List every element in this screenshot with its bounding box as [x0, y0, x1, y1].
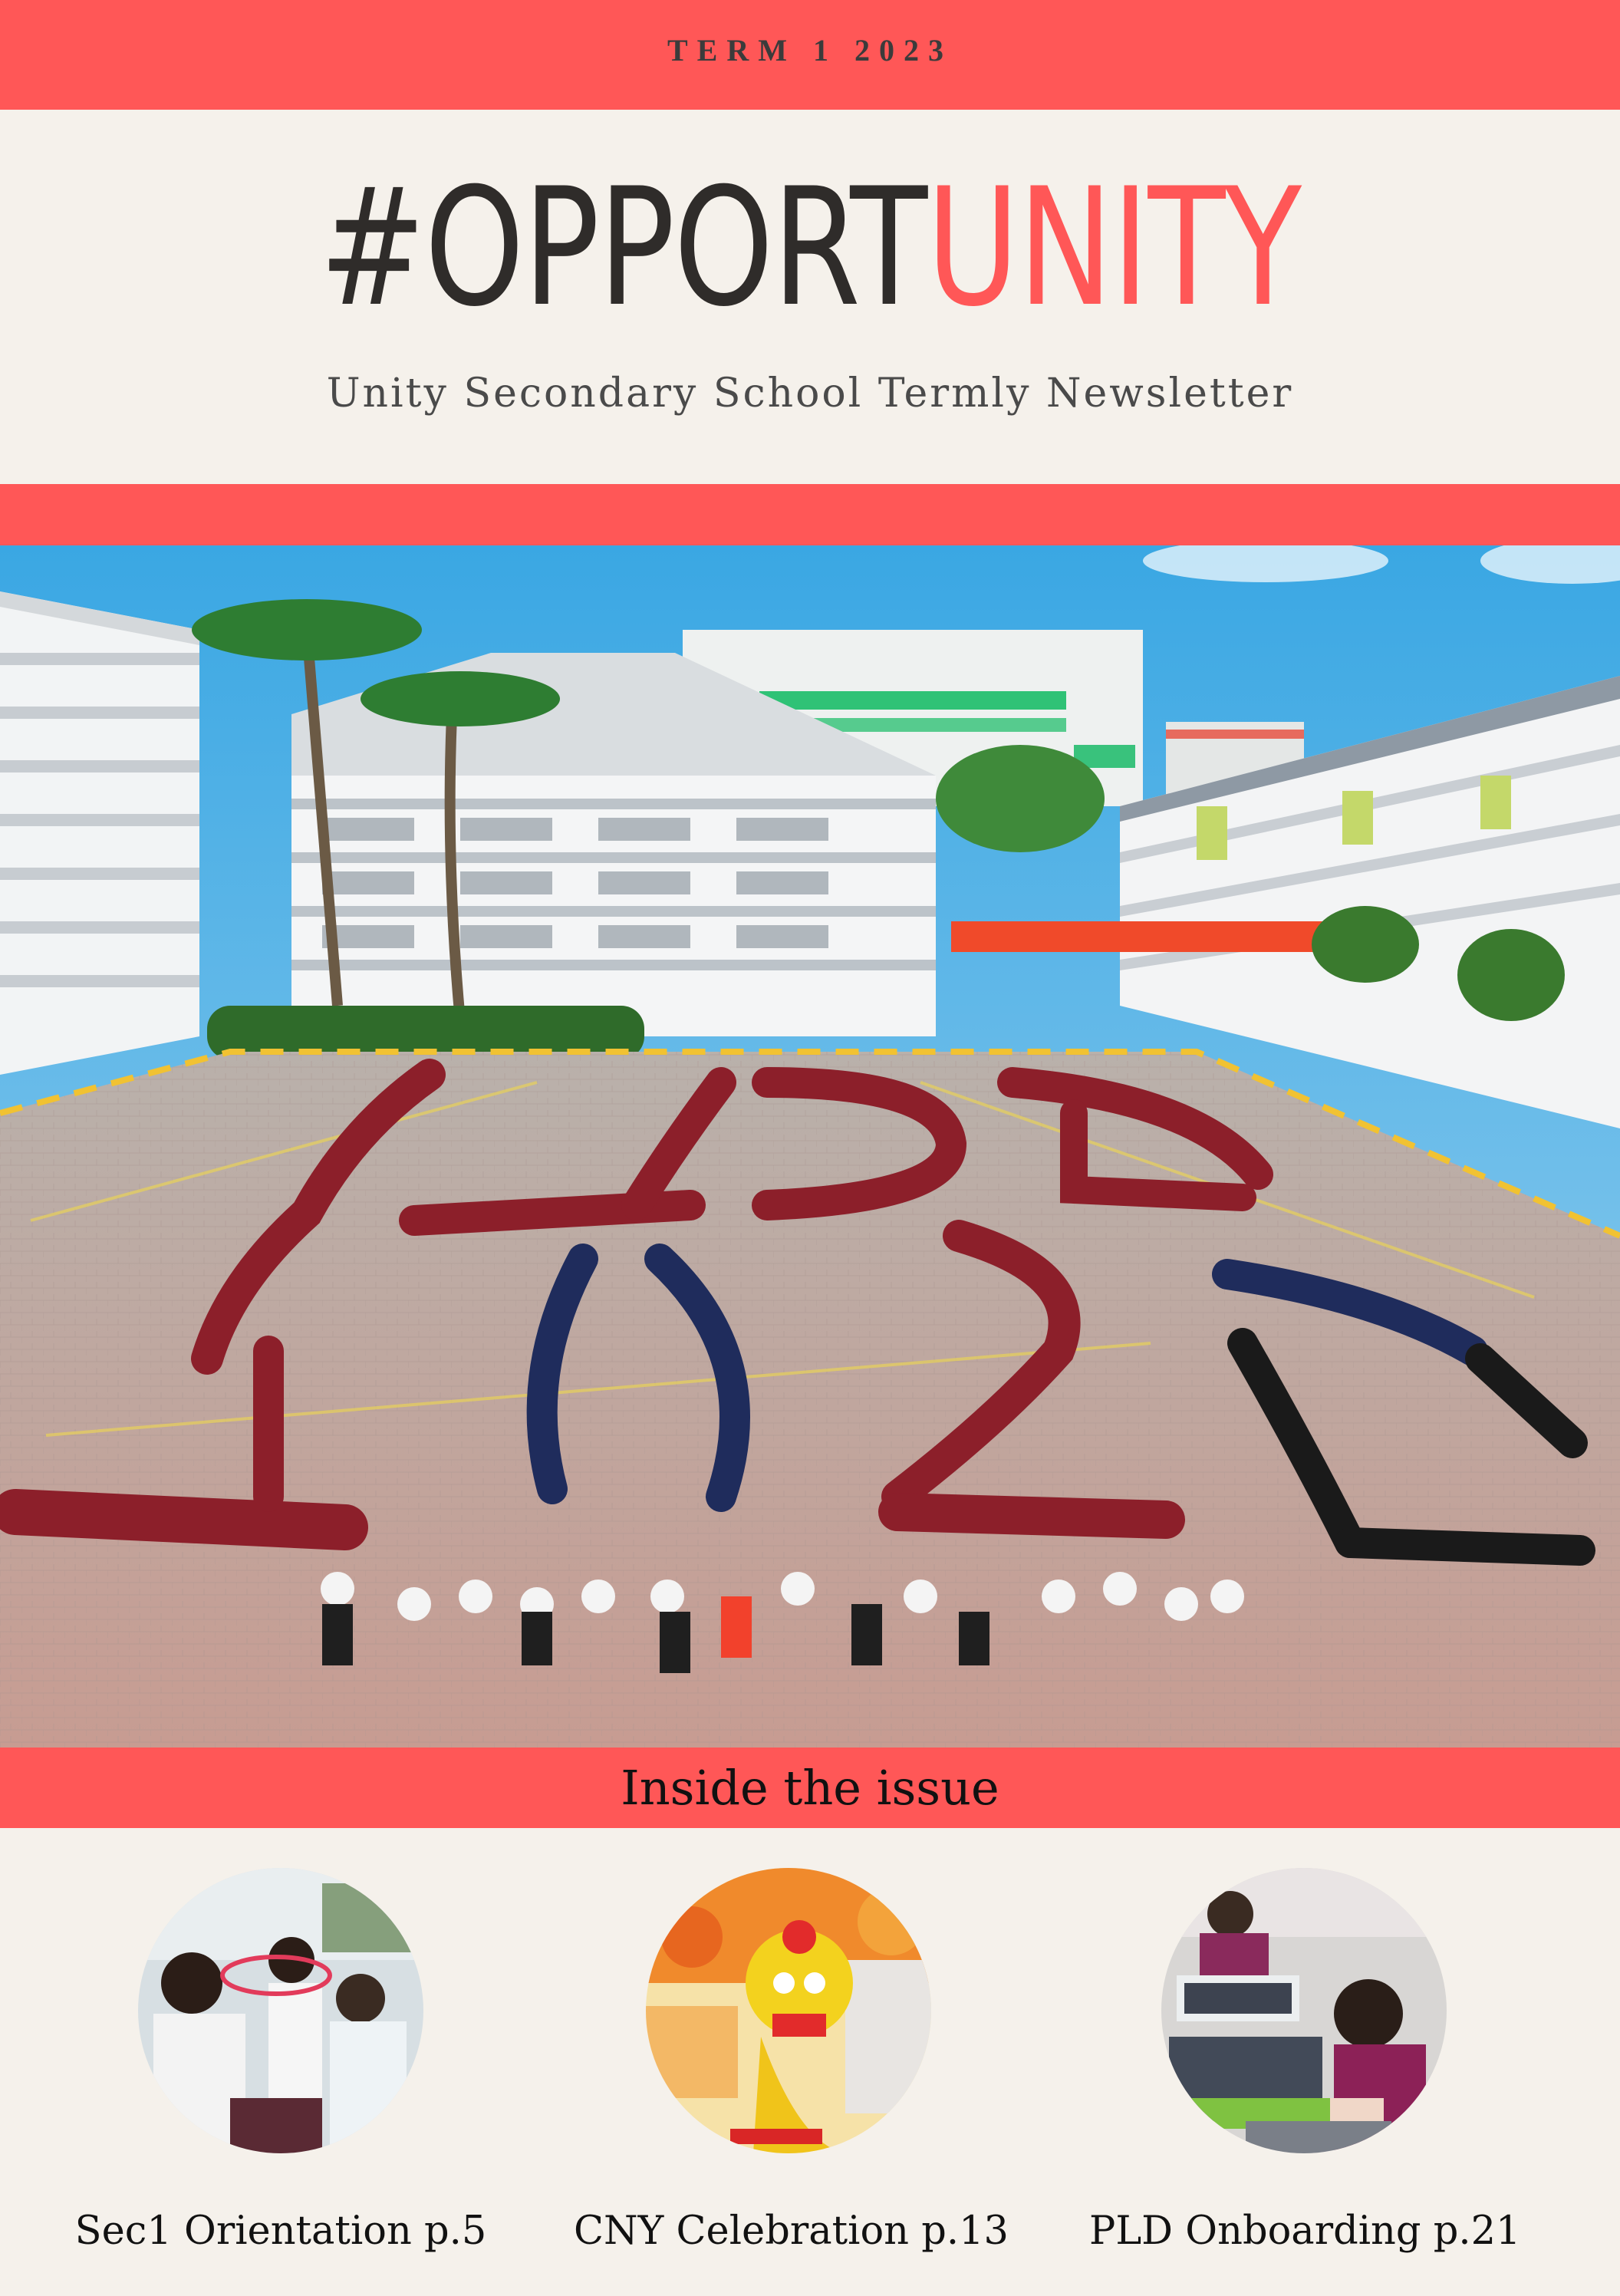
title-part-red: UNITY — [926, 153, 1301, 342]
inside-item-caption: CNY Celebration p.13 — [574, 2209, 1009, 2254]
newsletter-title — [178, 153, 1441, 342]
pld-photo-icon — [1161, 1868, 1447, 2153]
inside-item-caption: Sec1 Orientation p.5 — [74, 2209, 487, 2254]
orientation-photo-icon — [138, 1868, 423, 2153]
top-banner — [0, 0, 1620, 110]
inside-item-caption: PLD Onboarding p.21 — [1089, 2209, 1521, 2254]
inside-item-pld[interactable] — [1089, 1868, 1519, 2254]
lion-dance-photo-icon — [646, 1868, 931, 2153]
inside-issue-heading: Inside the issue — [621, 1760, 999, 1816]
masthead — [0, 110, 1620, 484]
newsletter-subtitle: Unity Secondary School Termly Newsletter — [326, 371, 1294, 417]
term-label: TERM 1 2023 — [667, 33, 953, 68]
divider-band — [0, 484, 1620, 545]
title-part-dark: #OPPORT — [319, 153, 927, 342]
inside-issue-list — [0, 1828, 1620, 2296]
inside-item-cny[interactable] — [574, 1868, 1009, 2254]
inside-issue-banner — [0, 1748, 1620, 1828]
cover-photo — [0, 545, 1620, 1748]
inside-item-orientation[interactable] — [66, 1868, 496, 2254]
